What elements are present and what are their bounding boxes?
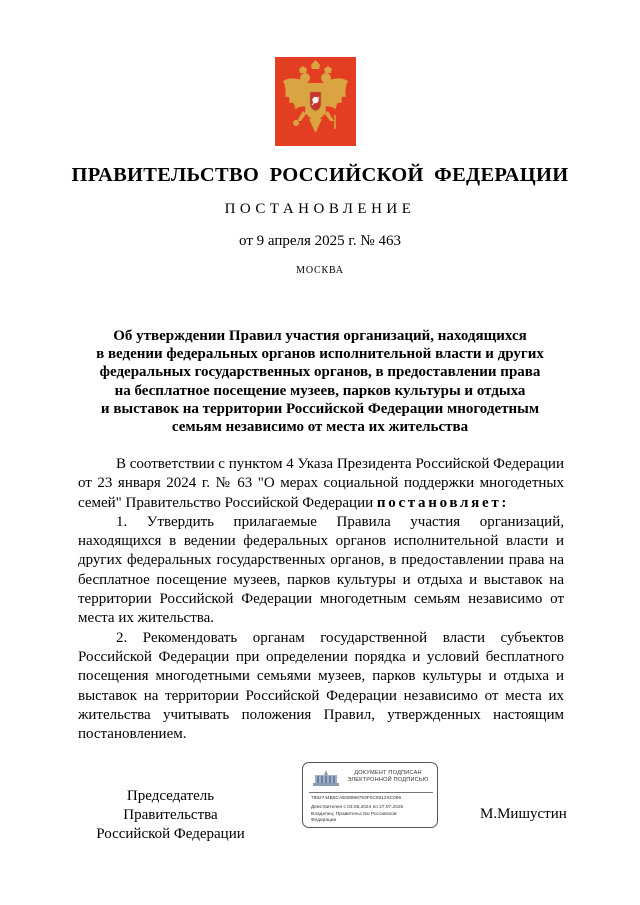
item-paragraph-1: 1. Утвердить прилагаемые Правила участия организаций, находящихся в ведении федеральных органов исполнительной власти и других федеральных государственных органов, в предоставлении права на бесплатное посещение музеев, парков культуры и отдыха и выставок на территории Российской Федерации многодетным семьям независимо от места их жительства. [78,513,564,627]
government-building-icon [311,768,341,788]
title-line: Об утверждении Правил участия организаций, находящихся [113,328,527,344]
certificate-validity: Действителен с 03.05.2024 по 27.07.2025 [311,805,404,810]
certificate-owner: Владелец: Правительство Российской [311,812,397,817]
document-title [70,327,570,436]
title-line: семьям независимо от места их жительства [171,419,469,436]
title-line: на бесплатное посещение музеев, парков культуры и отдыха [114,382,526,399]
position-line: Председатель Правительства [123,788,218,823]
stamp-divider [309,792,433,793]
stamp-title-line: ДОКУМЕНТ ПОДПИСАН [354,770,422,776]
document-type: ПОСТАНОВЛЕНИЕ [224,201,416,217]
stamp-title-line: ЭЛЕКТРОННОЙ ПОДПИСЬЮ [347,777,429,783]
certificate-owner: Федерации [311,818,337,823]
item-paragraph-2: 2. Рекомендовать органам государственной власти субъектов Российской Федерации при определении порядка и условий бесплатного посещения многодетными семьями музеев, парков культуры и отдыха и выставок на территории Российской Федерации независимо от места их жительства учитывать положения Правил, утвержденных настоящим постановлением. [78,629,564,743]
certificate-number: 7882744B5CAE08996783F0C0812SC096 [311,796,402,801]
position-line: Российской Федерации [96,826,245,842]
title-line: и выставок на территории Российской Федерации многодетным [100,400,540,417]
title-line: федеральных государственных органов, в предоставлении права [99,364,541,381]
signatory-name: М.Мишустин [480,806,567,822]
preamble-text: В соответствии с пунктом 4 Указа Президента Российской Федерации от 23 января 2024 г. № 63 "О мерах социальной поддержки многодетных семей" Правительство Российской Федерации [78,456,564,511]
stamp-title [343,770,433,784]
decree-word: постановляет: [376,494,510,511]
document-body [78,455,564,744]
coat-of-arms-icon [275,57,356,146]
signatory-position [78,787,263,844]
preamble-paragraph [78,455,564,513]
document-date-number: от 9 апреля 2025 г. № 463 [239,233,401,249]
document-city: МОСКВА [296,265,344,276]
title-line: в ведении федеральных органов исполнительной власти и других [96,346,544,363]
government-title: ПРАВИТЕЛЬСТВО РОССИЙСКОЙ ФЕДЕРАЦИИ [71,164,569,186]
electronic-signature-stamp [302,762,438,828]
